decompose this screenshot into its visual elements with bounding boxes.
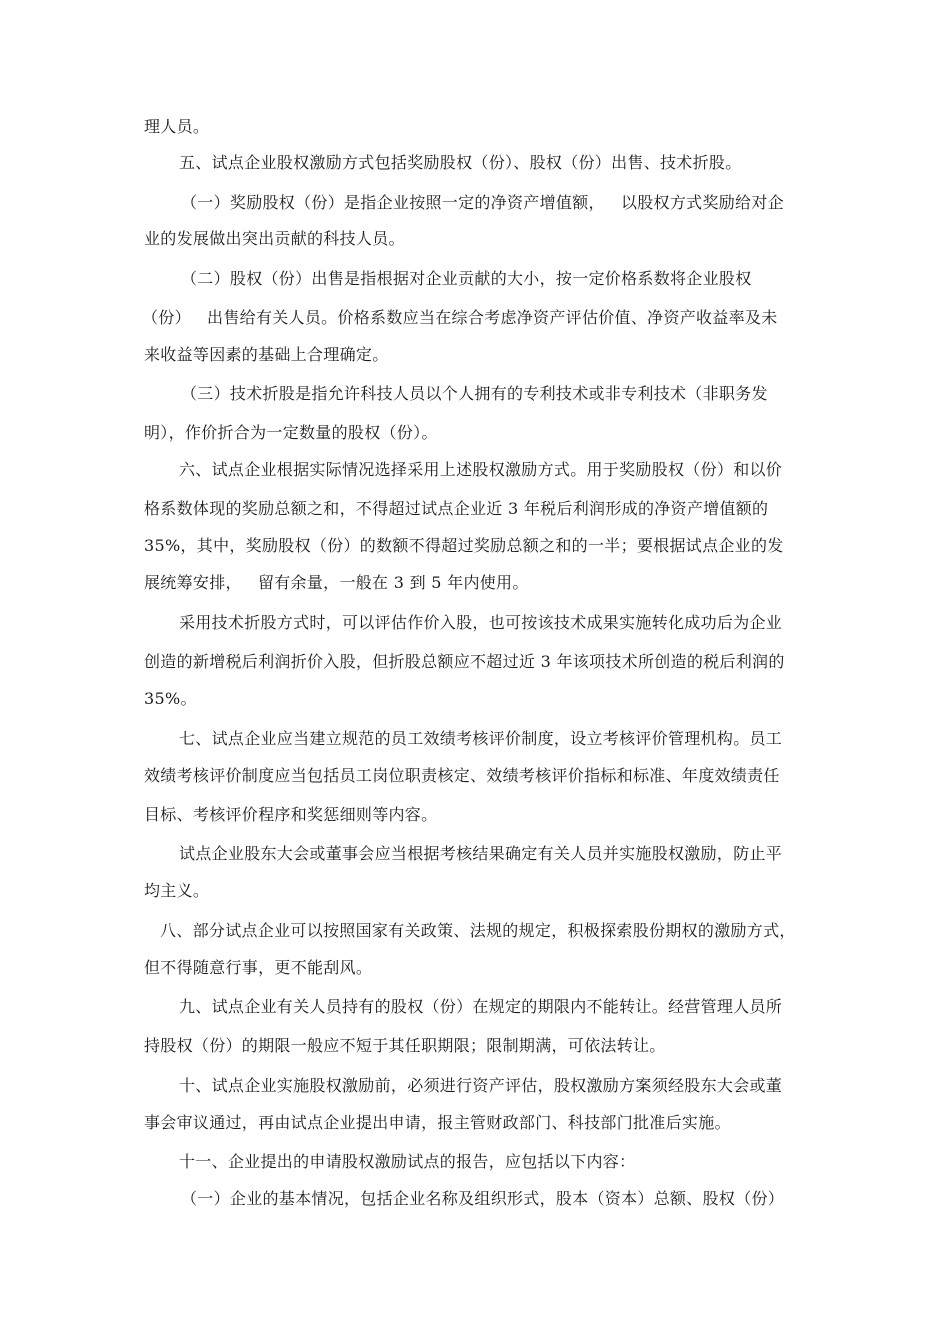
text-line: 但不得随意行事，更不能刮风。 <box>144 958 373 977</box>
text-line: （三）技术折股是指允许科技人员以个人拥有的专利技术或非专利技术（非职务发 <box>181 384 768 403</box>
text-line: 效绩考核评价制度应当包括员工岗位职责核定、效绩考核评价指标和标准、年度效绩责任 <box>144 766 780 785</box>
text-line: 九、试点企业有关人员持有的股权（份）在规定的期限内不能转让。经营管理人员所 <box>179 997 783 1016</box>
text-line: （二）股权（份）出售是指根据对企业贡献的大小，按一定价格系数将企业股权 <box>181 269 752 288</box>
text-line: 展统筹安排， 留有余量，一般在 3 到 5 年内使用。 <box>144 573 529 592</box>
text-line: 明），作价折合为一定数量的股权（份）。 <box>144 423 438 442</box>
text-line: 试点企业股东大会或董事会应当根据考核结果确定有关人员并实施股权激励，防止平 <box>179 844 783 863</box>
text-line: 十、试点企业实施股权激励前，必须进行资产评估，股权激励方案须经股东大会或董 <box>179 1076 783 1095</box>
text-line: （一）企业的基本情况，包括企业名称及组织形式，股本（资本）总额、股权（份） <box>181 1189 785 1208</box>
text-line: 七、试点企业应当建立规范的员工效绩考核评价制度，设立考核评价管理机构。员工 <box>179 729 783 748</box>
text-line: 业的发展做出突出贡献的科技人员。 <box>144 229 405 248</box>
text-line: 八、部分试点企业可以按照国家有关政策、法规的规定，积极探索股份期权的激励方式， <box>160 921 796 940</box>
text-line: 理人员。 <box>144 117 210 136</box>
text-line: 目标、考核评价程序和奖惩细则等内容。 <box>144 805 438 824</box>
text-line: 35%，其中，奖励股权（份）的数额不得超过奖励总额之和的一半；要根据试点企业的发 <box>144 536 784 555</box>
text-line: 采用技术折股方式时，可以评估作价入股，也可按该技术成果实施转化成功后为企业 <box>179 613 783 632</box>
text-line: 均主义。 <box>144 881 210 900</box>
text-line: 持股权（份）的期限一般应不短于其任职期限；限制期满，可依法转让。 <box>144 1036 666 1055</box>
text-line: 五、试点企业股权激励方式包括奖励股权（份）、股权（份）出售、技术折股。 <box>179 153 742 172</box>
text-line: （份） 出售给有关人员。价格系数应当在综合考虑净资产评估价值、净资产收益率及未 <box>142 308 778 327</box>
text-line: 事会审议通过，再由试点企业提出申请，报主管财政部门、科技部门批准后实施。 <box>144 1113 731 1132</box>
text-line: 35%。 <box>144 689 197 708</box>
text-line: （一）奖励股权（份）是指企业按照一定的净资产增值额， 以股权方式奖励给对企 <box>181 193 784 212</box>
text-line: 十一、企业提出的申请股权激励试点的报告，应包括以下内容： <box>179 1152 636 1171</box>
text-line: 创造的新增税后利润折价入股，但折股总额应不超过近 3 年该项技术所创造的税后利润的 <box>144 652 785 671</box>
text-line: 格系数体现的奖励总额之和，不得超过试点企业近 3 年税后利润形成的净资产增值额的 <box>144 499 769 518</box>
text-line: 六、试点企业根据实际情况选择采用上述股权激励方式。用于奖励股权（份）和以价 <box>179 460 783 479</box>
text-line: 来收益等因素的基础上合理确定。 <box>144 345 389 364</box>
